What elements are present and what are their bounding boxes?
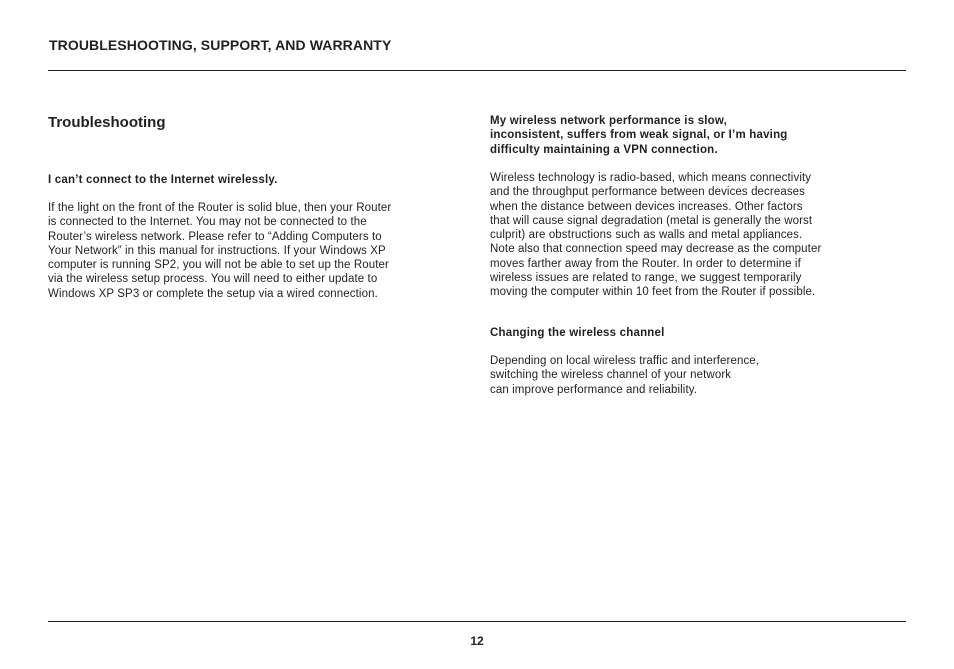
question-heading: I can’t connect to the Internet wirelessly. bbox=[48, 174, 278, 186]
question-heading: My wireless network performance is slow, inconsistent, suffers from weak signal, or I’m having difficulty maintaining a VPN connection. bbox=[490, 115, 788, 156]
answer-paragraph: If the light on the front of the Router is solid blue, then your Router is connected to the Internet. You may not be connected to the Router’s wireless network. Please refer to “Adding Computers to Your Network” in this manual for instructions. If your Windows XP computer is running SP2, you will not be able to set up the Router via the wireless setup process. You will need to either update to Windows XP SP3 or complete the setup via a wired connection. bbox=[48, 202, 392, 300]
page-header-title: TROUBLESHOOTING, SUPPORT, AND WARRANTY bbox=[49, 37, 392, 53]
header-divider bbox=[48, 70, 906, 71]
answer-paragraph: Wireless technology is radio-based, which means connectivity and the throughput performance between devices decreases when the distance between devices increases. Other factors that will cause signal degradation (metal is generally the worst culprit) are obstructions such as walls and metal appliances. Note also that connection speed may decrease as the computer moves farther away from the Router. In order to determine if wireless issues are related to range, we suggest temporarily moving the computer within 10 feet from the Router if possible. bbox=[490, 172, 822, 299]
section-title: Troubleshooting bbox=[48, 114, 166, 131]
subheading: Changing the wireless channel bbox=[490, 327, 665, 339]
page-number: 12 bbox=[470, 634, 484, 648]
footer-divider bbox=[48, 621, 906, 622]
sub-answer-paragraph: Depending on local wireless traffic and interference, switching the wireless channel of your network can improve performance and reliability. bbox=[490, 355, 760, 396]
